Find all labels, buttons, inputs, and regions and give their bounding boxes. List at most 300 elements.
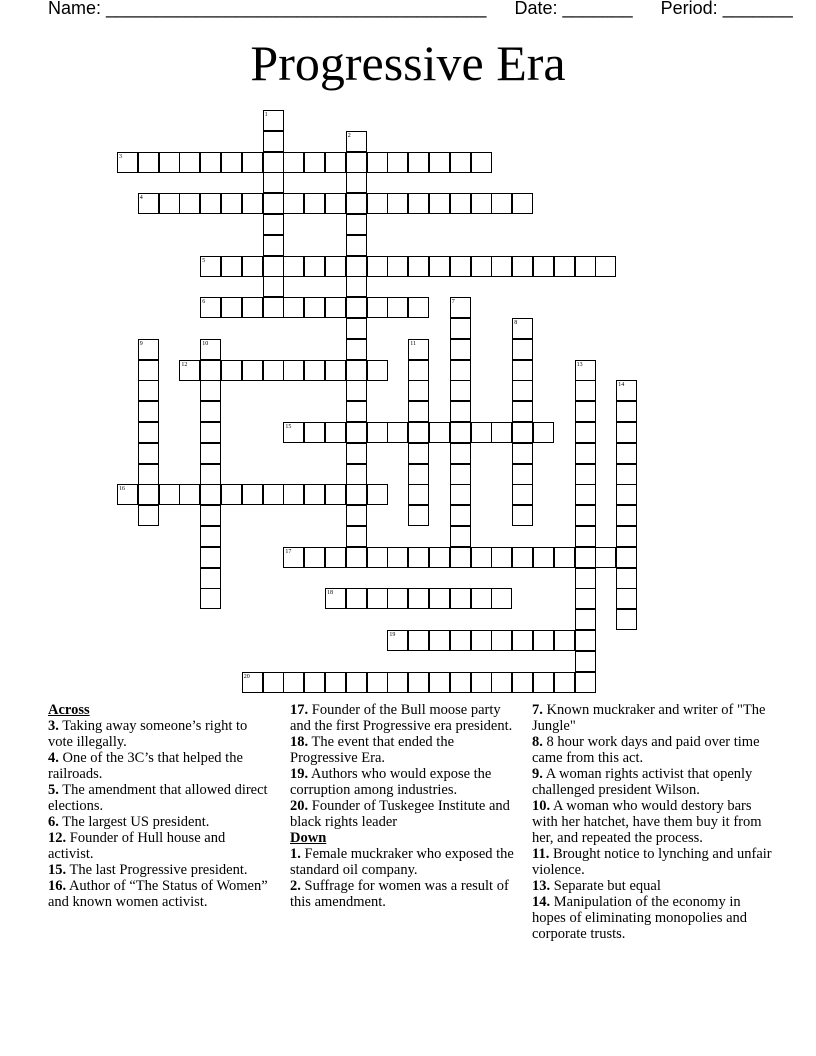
across-clue-text: The largest US president. bbox=[58, 814, 210, 830]
grid-cell[interactable] bbox=[554, 256, 575, 277]
grid-cell[interactable] bbox=[263, 256, 284, 277]
date-label: Date: bbox=[514, 0, 558, 18]
across-clue-text: Founder of Hull house and activist. bbox=[48, 830, 226, 862]
down-clue bbox=[532, 878, 772, 894]
grid-cell[interactable] bbox=[408, 152, 429, 173]
grid-cell[interactable] bbox=[429, 193, 450, 214]
grid-cell[interactable] bbox=[387, 193, 408, 214]
grid-cell[interactable] bbox=[533, 547, 554, 568]
across-clue bbox=[48, 814, 273, 830]
down-clue-text: Manipulation of the economy in hopes of eliminating monopolies and corporate trusts. bbox=[532, 894, 748, 942]
grid-cell[interactable] bbox=[325, 152, 346, 173]
grid-cell[interactable] bbox=[346, 256, 367, 277]
across-clue bbox=[48, 878, 273, 910]
across-clue-text: Founder of the Bull moose party and the first Progressive era president. bbox=[290, 702, 513, 734]
across-clue bbox=[48, 862, 273, 878]
grid-cell[interactable] bbox=[575, 443, 596, 464]
grid-cell[interactable] bbox=[325, 422, 346, 443]
grid-cell[interactable] bbox=[575, 672, 596, 693]
grid-cell[interactable] bbox=[346, 484, 367, 505]
grid-cell[interactable] bbox=[200, 380, 221, 401]
grid-cell[interactable] bbox=[450, 588, 471, 609]
grid-cell[interactable] bbox=[304, 256, 325, 277]
clues-column-2 bbox=[290, 702, 518, 910]
across-heading: Across bbox=[48, 702, 90, 718]
grid-cell[interactable] bbox=[346, 422, 367, 443]
grid-cell[interactable] bbox=[242, 360, 263, 381]
grid-cell[interactable] bbox=[387, 152, 408, 173]
grid-cell[interactable] bbox=[346, 526, 367, 547]
grid-cell[interactable] bbox=[200, 152, 221, 173]
grid-cell[interactable] bbox=[512, 464, 533, 485]
down-clue-text: Known muckraker and writer of "The Jungle" bbox=[532, 702, 766, 734]
grid-cell[interactable] bbox=[595, 547, 616, 568]
grid-cell[interactable] bbox=[491, 672, 512, 693]
grid-cell[interactable] bbox=[138, 484, 159, 505]
down-clue-number: 8. bbox=[532, 734, 543, 750]
grid-cell[interactable] bbox=[450, 526, 471, 547]
grid-cell[interactable] bbox=[283, 193, 304, 214]
down-clue bbox=[532, 734, 772, 766]
clue-number-18: 18 bbox=[327, 590, 333, 597]
grid-cell[interactable] bbox=[200, 193, 221, 214]
grid-cell[interactable] bbox=[346, 380, 367, 401]
grid-cell[interactable] bbox=[387, 672, 408, 693]
grid-cell[interactable] bbox=[491, 256, 512, 277]
across-clue-list-continued bbox=[290, 702, 518, 830]
grid-cell[interactable] bbox=[616, 401, 637, 422]
grid-cell[interactable] bbox=[554, 630, 575, 651]
grid-cell[interactable] bbox=[491, 193, 512, 214]
across-clue bbox=[290, 766, 518, 798]
clues-column-1 bbox=[48, 702, 273, 910]
grid-cell[interactable] bbox=[429, 152, 450, 173]
grid-cell[interactable] bbox=[304, 422, 325, 443]
down-clue bbox=[290, 846, 518, 878]
grid-cell[interactable] bbox=[575, 630, 596, 651]
grid-cell[interactable] bbox=[512, 360, 533, 381]
grid-cell[interactable] bbox=[263, 214, 284, 235]
down-clue-number: 7. bbox=[532, 702, 543, 718]
grid-cell[interactable] bbox=[387, 547, 408, 568]
grid-cell[interactable] bbox=[263, 297, 284, 318]
grid-cell[interactable] bbox=[512, 380, 533, 401]
grid-cell[interactable] bbox=[471, 152, 492, 173]
grid-cell[interactable] bbox=[346, 235, 367, 256]
grid-cell[interactable] bbox=[346, 401, 367, 422]
grid-cell[interactable] bbox=[575, 526, 596, 547]
grid-cell[interactable] bbox=[263, 172, 284, 193]
grid-cell[interactable] bbox=[346, 672, 367, 693]
grid-cell[interactable] bbox=[491, 547, 512, 568]
down-heading: Down bbox=[290, 830, 327, 846]
grid-cell[interactable] bbox=[491, 588, 512, 609]
down-clue-list-continued bbox=[532, 702, 772, 942]
grid-cell[interactable] bbox=[408, 380, 429, 401]
down-clue bbox=[532, 702, 772, 734]
across-clue-number: 12. bbox=[48, 830, 67, 846]
clue-number-8: 8 bbox=[514, 320, 518, 326]
grid-cell[interactable] bbox=[575, 464, 596, 485]
across-clue-number: 3. bbox=[48, 718, 59, 734]
grid-cell[interactable] bbox=[512, 547, 533, 568]
grid-cell[interactable] bbox=[408, 360, 429, 381]
grid-cell[interactable] bbox=[450, 256, 471, 277]
grid-cell[interactable] bbox=[242, 152, 263, 173]
across-clue-list bbox=[48, 718, 273, 910]
grid-cell[interactable] bbox=[367, 672, 388, 693]
grid-cell[interactable] bbox=[200, 360, 221, 381]
across-clue-number: 15. bbox=[48, 862, 67, 878]
grid-cell[interactable] bbox=[595, 256, 616, 277]
name-label: Name: bbox=[48, 0, 102, 18]
grid-cell[interactable] bbox=[138, 422, 159, 443]
grid-cell[interactable] bbox=[263, 235, 284, 256]
clue-number-17: 17 bbox=[285, 548, 292, 555]
grid-cell[interactable] bbox=[179, 193, 200, 214]
grid-cell[interactable] bbox=[200, 547, 221, 568]
grid-cell[interactable] bbox=[346, 193, 367, 214]
grid-cell[interactable] bbox=[491, 630, 512, 651]
clue-number-9: 9 bbox=[139, 340, 143, 347]
across-clue-number: 18. bbox=[290, 734, 309, 750]
grid-cell[interactable] bbox=[450, 464, 471, 485]
grid-cell[interactable] bbox=[263, 193, 284, 214]
grid-cell[interactable] bbox=[616, 609, 637, 630]
grid-cell[interactable] bbox=[200, 568, 221, 589]
grid-cell[interactable] bbox=[346, 360, 367, 381]
down-clue-number: 1. bbox=[290, 846, 301, 862]
clue-number-3: 3 bbox=[119, 153, 122, 160]
grid-cell[interactable] bbox=[242, 484, 263, 505]
grid-cell[interactable] bbox=[575, 422, 596, 443]
across-clue-number: 17. bbox=[290, 702, 309, 718]
grid-cell[interactable] bbox=[200, 422, 221, 443]
grid-cell[interactable] bbox=[429, 547, 450, 568]
grid-cell[interactable] bbox=[387, 297, 408, 318]
grid-cell[interactable] bbox=[512, 422, 533, 443]
clue-number-12: 12 bbox=[181, 361, 188, 368]
clue-number-19: 19 bbox=[389, 632, 396, 638]
grid-cell[interactable] bbox=[575, 401, 596, 422]
grid-cell[interactable] bbox=[408, 422, 429, 443]
grid-cell[interactable] bbox=[387, 256, 408, 277]
grid-cell[interactable] bbox=[616, 505, 637, 526]
grid-cell[interactable] bbox=[408, 547, 429, 568]
grid-cell[interactable] bbox=[367, 422, 388, 443]
across-clue-number: 5. bbox=[48, 782, 59, 798]
grid-cell[interactable] bbox=[200, 464, 221, 485]
down-clue-number: 13. bbox=[532, 878, 551, 894]
grid-cell[interactable] bbox=[200, 443, 221, 464]
grid-cell[interactable] bbox=[575, 256, 596, 277]
down-clue-number: 11. bbox=[532, 846, 550, 862]
grid-cell[interactable] bbox=[450, 547, 471, 568]
grid-cell[interactable] bbox=[616, 547, 637, 568]
grid-cell[interactable] bbox=[346, 152, 367, 173]
grid-cell[interactable] bbox=[283, 484, 304, 505]
grid-cell[interactable] bbox=[263, 360, 284, 381]
grid-cell[interactable] bbox=[325, 672, 346, 693]
grid-cell[interactable] bbox=[200, 588, 221, 609]
grid-cell[interactable] bbox=[575, 380, 596, 401]
grid-cell[interactable] bbox=[346, 276, 367, 297]
grid-cell[interactable] bbox=[533, 672, 554, 693]
grid-cell[interactable] bbox=[159, 484, 180, 505]
period-blank[interactable]: _______ bbox=[722, 0, 793, 18]
grid-cell[interactable] bbox=[408, 256, 429, 277]
grid-cell[interactable] bbox=[346, 443, 367, 464]
date-blank[interactable]: _______ bbox=[562, 0, 633, 18]
grid-cell[interactable] bbox=[367, 484, 388, 505]
grid-cell[interactable] bbox=[616, 443, 637, 464]
grid-cell[interactable] bbox=[616, 422, 637, 443]
grid-cell[interactable] bbox=[346, 505, 367, 526]
grid-cell[interactable] bbox=[138, 152, 159, 173]
grid-cell[interactable] bbox=[450, 422, 471, 443]
grid-cell[interactable] bbox=[283, 672, 304, 693]
across-clue bbox=[48, 782, 273, 814]
grid-cell[interactable] bbox=[533, 256, 554, 277]
grid-cell[interactable] bbox=[450, 318, 471, 339]
grid-cell[interactable] bbox=[408, 401, 429, 422]
grid-cell[interactable] bbox=[179, 152, 200, 173]
grid-cell[interactable] bbox=[325, 193, 346, 214]
grid-cell[interactable] bbox=[283, 256, 304, 277]
grid-cell[interactable] bbox=[283, 297, 304, 318]
grid-cell[interactable] bbox=[325, 484, 346, 505]
grid-cell[interactable] bbox=[429, 256, 450, 277]
grid-cell[interactable] bbox=[450, 484, 471, 505]
grid-cell[interactable] bbox=[408, 193, 429, 214]
grid-cell[interactable] bbox=[221, 152, 242, 173]
grid-cell[interactable] bbox=[346, 464, 367, 485]
across-clue-text: The event that ended the Progressive Era. bbox=[290, 734, 455, 766]
grid-cell[interactable] bbox=[575, 484, 596, 505]
grid-cell[interactable] bbox=[450, 672, 471, 693]
grid-cell[interactable] bbox=[325, 547, 346, 568]
across-clue-number: 4. bbox=[48, 750, 59, 766]
grid-cell[interactable] bbox=[346, 339, 367, 360]
grid-cell[interactable] bbox=[138, 464, 159, 485]
grid-cell[interactable] bbox=[242, 256, 263, 277]
grid-cell[interactable] bbox=[471, 422, 492, 443]
grid-cell[interactable] bbox=[221, 297, 242, 318]
grid-cell[interactable] bbox=[533, 422, 554, 443]
down-clue-text: Suffrage for women was a result of this amendment. bbox=[290, 878, 509, 910]
grid-cell[interactable] bbox=[575, 609, 596, 630]
grid-cell[interactable] bbox=[429, 588, 450, 609]
grid-cell[interactable] bbox=[429, 422, 450, 443]
grid-cell[interactable] bbox=[616, 588, 637, 609]
grid-cell[interactable] bbox=[512, 672, 533, 693]
grid-cell[interactable] bbox=[367, 588, 388, 609]
grid-cell[interactable] bbox=[575, 547, 596, 568]
grid-cell[interactable] bbox=[408, 588, 429, 609]
grid-cell[interactable] bbox=[138, 401, 159, 422]
grid-cell[interactable] bbox=[179, 484, 200, 505]
grid-cell[interactable] bbox=[138, 360, 159, 381]
grid-cell[interactable] bbox=[138, 505, 159, 526]
grid-cell[interactable] bbox=[367, 547, 388, 568]
grid-cell[interactable] bbox=[471, 547, 492, 568]
grid-cell[interactable] bbox=[512, 505, 533, 526]
grid-cell[interactable] bbox=[387, 422, 408, 443]
grid-cell[interactable] bbox=[429, 672, 450, 693]
grid-cell[interactable] bbox=[575, 651, 596, 672]
down-clue-number: 14. bbox=[532, 894, 551, 910]
grid-cell[interactable] bbox=[450, 380, 471, 401]
grid-cell[interactable] bbox=[450, 339, 471, 360]
grid-cell[interactable] bbox=[263, 484, 284, 505]
grid-cell[interactable] bbox=[616, 484, 637, 505]
grid-cell[interactable] bbox=[304, 152, 325, 173]
grid-cell[interactable] bbox=[304, 297, 325, 318]
grid-cell[interactable] bbox=[346, 318, 367, 339]
down-clue-text: A woman rights activist that openly challenged president Wilson. bbox=[532, 766, 753, 798]
clue-number-2: 2 bbox=[347, 132, 351, 139]
grid-cell[interactable] bbox=[491, 422, 512, 443]
grid-cell[interactable] bbox=[221, 484, 242, 505]
grid-cell[interactable] bbox=[554, 672, 575, 693]
grid-cell[interactable] bbox=[512, 401, 533, 422]
grid-cell[interactable] bbox=[242, 193, 263, 214]
grid-cell[interactable] bbox=[512, 630, 533, 651]
across-clue-text: Authors who would expose the corruption among industries. bbox=[290, 766, 492, 798]
clue-number-4: 4 bbox=[139, 195, 143, 202]
period-label: Period: bbox=[660, 0, 718, 18]
grid-cell[interactable] bbox=[429, 630, 450, 651]
grid-cell[interactable] bbox=[283, 360, 304, 381]
grid-cell[interactable] bbox=[367, 256, 388, 277]
grid-cell[interactable] bbox=[346, 547, 367, 568]
across-clue bbox=[48, 718, 273, 750]
grid-cell[interactable] bbox=[367, 360, 388, 381]
clue-number-1: 1 bbox=[264, 112, 268, 118]
grid-cell[interactable] bbox=[471, 672, 492, 693]
name-blank[interactable]: ______________________________________ bbox=[106, 0, 487, 18]
grid-cell[interactable] bbox=[263, 152, 284, 173]
down-clue bbox=[532, 894, 772, 942]
grid-cell[interactable] bbox=[221, 193, 242, 214]
grid-cell[interactable] bbox=[450, 360, 471, 381]
grid-cell[interactable] bbox=[304, 484, 325, 505]
grid-cell[interactable] bbox=[138, 443, 159, 464]
grid-cell[interactable] bbox=[512, 193, 533, 214]
grid-cell[interactable] bbox=[471, 588, 492, 609]
grid-cell[interactable] bbox=[367, 193, 388, 214]
clue-number-10: 10 bbox=[202, 340, 209, 347]
grid-cell[interactable] bbox=[408, 484, 429, 505]
grid-cell[interactable] bbox=[159, 193, 180, 214]
across-clue bbox=[290, 798, 518, 830]
grid-cell[interactable] bbox=[346, 588, 367, 609]
grid-cell[interactable] bbox=[325, 256, 346, 277]
grid-cell[interactable] bbox=[450, 505, 471, 526]
grid-cell[interactable] bbox=[554, 547, 575, 568]
grid-cell[interactable] bbox=[242, 297, 263, 318]
grid-cell[interactable] bbox=[325, 360, 346, 381]
grid-cell[interactable] bbox=[346, 172, 367, 193]
grid-cell[interactable] bbox=[575, 505, 596, 526]
grid-cell[interactable] bbox=[304, 547, 325, 568]
grid-cell[interactable] bbox=[304, 360, 325, 381]
grid-cell[interactable] bbox=[408, 672, 429, 693]
down-clue-text: 8 hour work days and paid over time came from this act. bbox=[532, 734, 760, 766]
across-clue-number: 19. bbox=[290, 766, 309, 782]
grid-cell[interactable] bbox=[138, 380, 159, 401]
across-clue-text: One of the 3C’s that helped the railroads. bbox=[48, 750, 243, 782]
clue-number-6: 6 bbox=[202, 299, 206, 306]
down-clue-text: A woman who would destory bars with her hatchet, have them buy it from her, and repeated the process. bbox=[532, 798, 762, 846]
grid-cell[interactable] bbox=[263, 276, 284, 297]
grid-cell[interactable] bbox=[325, 297, 346, 318]
grid-cell[interactable] bbox=[450, 193, 471, 214]
grid-cell[interactable] bbox=[367, 297, 388, 318]
grid-cell[interactable] bbox=[221, 256, 242, 277]
grid-cell[interactable] bbox=[408, 505, 429, 526]
grid-cell[interactable] bbox=[283, 152, 304, 173]
grid-cell[interactable] bbox=[200, 526, 221, 547]
grid-cell[interactable] bbox=[263, 131, 284, 152]
grid-cell[interactable] bbox=[533, 630, 554, 651]
grid-cell[interactable] bbox=[512, 443, 533, 464]
across-clue-text: Founder of Tuskegee Institute and black rights leader bbox=[290, 798, 510, 830]
grid-cell[interactable] bbox=[575, 588, 596, 609]
clue-number-16: 16 bbox=[119, 486, 125, 493]
grid-cell[interactable] bbox=[408, 443, 429, 464]
across-clue-text: The last Progressive president. bbox=[66, 862, 248, 878]
grid-cell[interactable] bbox=[471, 193, 492, 214]
grid-cell[interactable] bbox=[450, 630, 471, 651]
grid-cell[interactable] bbox=[408, 630, 429, 651]
grid-cell[interactable] bbox=[367, 152, 388, 173]
grid-cell[interactable] bbox=[408, 297, 429, 318]
down-clue-text: Separate but equal bbox=[550, 878, 661, 894]
grid-cell[interactable] bbox=[221, 360, 242, 381]
down-clue-text: Brought notice to lynching and unfair violence. bbox=[532, 846, 772, 878]
grid-cell[interactable] bbox=[387, 588, 408, 609]
grid-cell[interactable] bbox=[512, 484, 533, 505]
grid-cell[interactable] bbox=[263, 672, 284, 693]
grid-cell[interactable] bbox=[346, 214, 367, 235]
grid-cell[interactable] bbox=[575, 568, 596, 589]
grid-cell[interactable] bbox=[616, 568, 637, 589]
grid-cell[interactable] bbox=[471, 630, 492, 651]
down-clue bbox=[532, 798, 772, 846]
grid-cell[interactable] bbox=[512, 339, 533, 360]
grid-cell[interactable] bbox=[304, 672, 325, 693]
grid-cell[interactable] bbox=[616, 464, 637, 485]
clues-column-3 bbox=[532, 702, 772, 942]
grid-cell[interactable] bbox=[616, 526, 637, 547]
grid-cell[interactable] bbox=[200, 505, 221, 526]
grid-cell[interactable] bbox=[471, 256, 492, 277]
grid-cell[interactable] bbox=[450, 443, 471, 464]
grid-cell[interactable] bbox=[512, 256, 533, 277]
grid-cell[interactable] bbox=[304, 193, 325, 214]
grid-cell[interactable] bbox=[200, 401, 221, 422]
down-clue-number: 10. bbox=[532, 798, 551, 814]
grid-cell[interactable] bbox=[450, 401, 471, 422]
grid-cell[interactable] bbox=[408, 464, 429, 485]
across-clue bbox=[48, 750, 273, 782]
grid-cell[interactable] bbox=[346, 297, 367, 318]
clue-number-11: 11 bbox=[410, 340, 416, 347]
grid-cell[interactable] bbox=[159, 152, 180, 173]
grid-cell[interactable] bbox=[200, 484, 221, 505]
grid-cell[interactable] bbox=[450, 152, 471, 173]
